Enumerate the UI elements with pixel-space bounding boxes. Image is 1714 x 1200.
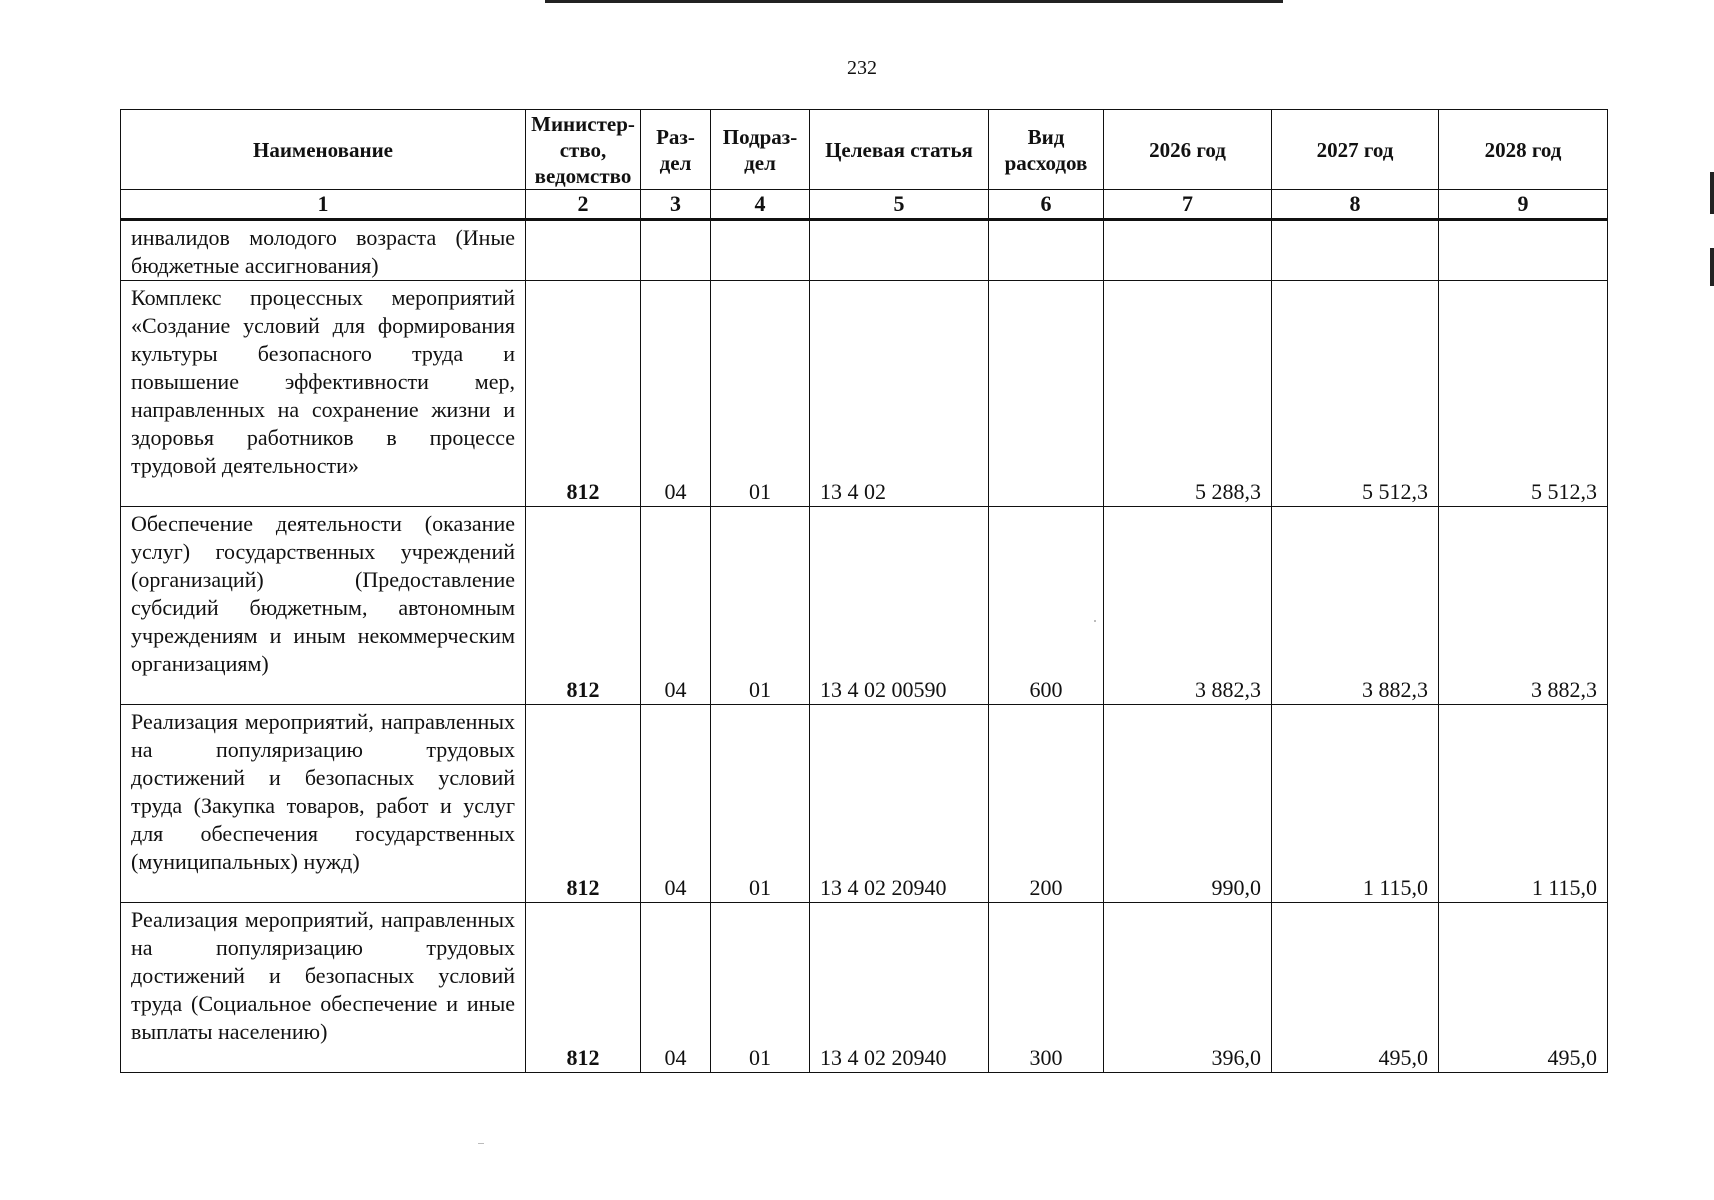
column-number: 8 bbox=[1272, 190, 1439, 220]
row-2026: 5 288,3 bbox=[1104, 281, 1272, 507]
row-name: инвалидов молодого возраста (Иные бюджетные ассигнования) bbox=[121, 220, 526, 281]
top-rule bbox=[545, 0, 1283, 3]
row-section: 04 bbox=[641, 903, 711, 1073]
header-2027: 2027 год bbox=[1272, 110, 1439, 190]
column-number: 7 bbox=[1104, 190, 1272, 220]
table-row bbox=[121, 220, 1608, 281]
row-2028 bbox=[1439, 220, 1608, 281]
table-row bbox=[121, 705, 1608, 903]
scan-speck bbox=[1094, 620, 1096, 622]
budget-table bbox=[120, 109, 1608, 1073]
header-expense-type: Вид расходов bbox=[989, 110, 1104, 190]
column-number: 4 bbox=[711, 190, 810, 220]
table-row bbox=[121, 903, 1608, 1073]
row-subsection: 01 bbox=[711, 705, 810, 903]
column-number: 2 bbox=[526, 190, 641, 220]
row-ministry: 812 bbox=[526, 705, 641, 903]
header-ministry: Министер-ство, ведомство bbox=[526, 110, 641, 190]
scan-speck bbox=[478, 1143, 484, 1144]
row-section bbox=[641, 220, 711, 281]
row-2028: 3 882,3 bbox=[1439, 507, 1608, 705]
row-2026: 3 882,3 bbox=[1104, 507, 1272, 705]
row-subsection: 01 bbox=[711, 903, 810, 1073]
page-number: 232 bbox=[847, 57, 877, 79]
row-name: Реализация мероприятий, направленных на популяризацию трудовых достижений и безопасных условий труда (Закупка товаров, работ и услуг для обеспечения государственных (муниципальных) нужд) bbox=[121, 705, 526, 903]
row-name: Обеспечение деятельности (оказание услуг) государственных учреждений (организаций) (Предоставление субсидий бюджетным, автономным учреждениям и иным некоммерческим организациям) bbox=[121, 507, 526, 705]
column-number: 9 bbox=[1439, 190, 1608, 220]
header-name: Наименование bbox=[121, 110, 526, 190]
column-number: 1 bbox=[121, 190, 526, 220]
table-row bbox=[121, 507, 1608, 705]
row-section: 04 bbox=[641, 705, 711, 903]
row-target: 13 4 02 bbox=[810, 281, 989, 507]
row-expense-type: 200 bbox=[989, 705, 1104, 903]
row-ministry: 812 bbox=[526, 507, 641, 705]
row-2028: 5 512,3 bbox=[1439, 281, 1608, 507]
row-subsection: 01 bbox=[711, 507, 810, 705]
row-target: 13 4 02 20940 bbox=[810, 903, 989, 1073]
margin-mark bbox=[1710, 248, 1714, 286]
row-ministry: 812 bbox=[526, 281, 641, 507]
row-2026: 990,0 bbox=[1104, 705, 1272, 903]
header-2028: 2028 год bbox=[1439, 110, 1608, 190]
row-expense-type: 300 bbox=[989, 903, 1104, 1073]
column-number: 6 bbox=[989, 190, 1104, 220]
row-2027: 1 115,0 bbox=[1272, 705, 1439, 903]
row-target: 13 4 02 00590 bbox=[810, 507, 989, 705]
column-number: 5 bbox=[810, 190, 989, 220]
row-section: 04 bbox=[641, 507, 711, 705]
header-row bbox=[121, 110, 1608, 190]
row-section: 04 bbox=[641, 281, 711, 507]
row-2027: 495,0 bbox=[1272, 903, 1439, 1073]
row-target: 13 4 02 20940 bbox=[810, 705, 989, 903]
header-target: Целевая статья bbox=[810, 110, 989, 190]
row-name: Реализация мероприятий, направленных на популяризацию трудовых достижений и безопасных условий труда (Социальное обеспечение и иные выплаты населению) bbox=[121, 903, 526, 1073]
margin-mark bbox=[1710, 172, 1714, 214]
row-2026 bbox=[1104, 220, 1272, 281]
header-subsection: Подраз-дел bbox=[711, 110, 810, 190]
header-2026: 2026 год bbox=[1104, 110, 1272, 190]
column-number: 3 bbox=[641, 190, 711, 220]
row-2028: 495,0 bbox=[1439, 903, 1608, 1073]
table-row bbox=[121, 281, 1608, 507]
row-ministry bbox=[526, 220, 641, 281]
row-2026: 396,0 bbox=[1104, 903, 1272, 1073]
row-name: Комплекс процессных мероприятий «Создание условий для формирования культуры безопасного труда и повышение эффективности мер, направленных на сохранение жизни и здоровья работников в процессе трудовой деятельности» bbox=[121, 281, 526, 507]
row-expense-type bbox=[989, 281, 1104, 507]
row-2027 bbox=[1272, 220, 1439, 281]
header-section: Раз-дел bbox=[641, 110, 711, 190]
row-ministry: 812 bbox=[526, 903, 641, 1073]
row-subsection: 01 bbox=[711, 281, 810, 507]
row-expense-type bbox=[989, 220, 1104, 281]
row-2027: 3 882,3 bbox=[1272, 507, 1439, 705]
row-2027: 5 512,3 bbox=[1272, 281, 1439, 507]
row-2028: 1 115,0 bbox=[1439, 705, 1608, 903]
column-number-row bbox=[121, 190, 1608, 220]
row-expense-type: 600 bbox=[989, 507, 1104, 705]
row-subsection bbox=[711, 220, 810, 281]
row-target bbox=[810, 220, 989, 281]
